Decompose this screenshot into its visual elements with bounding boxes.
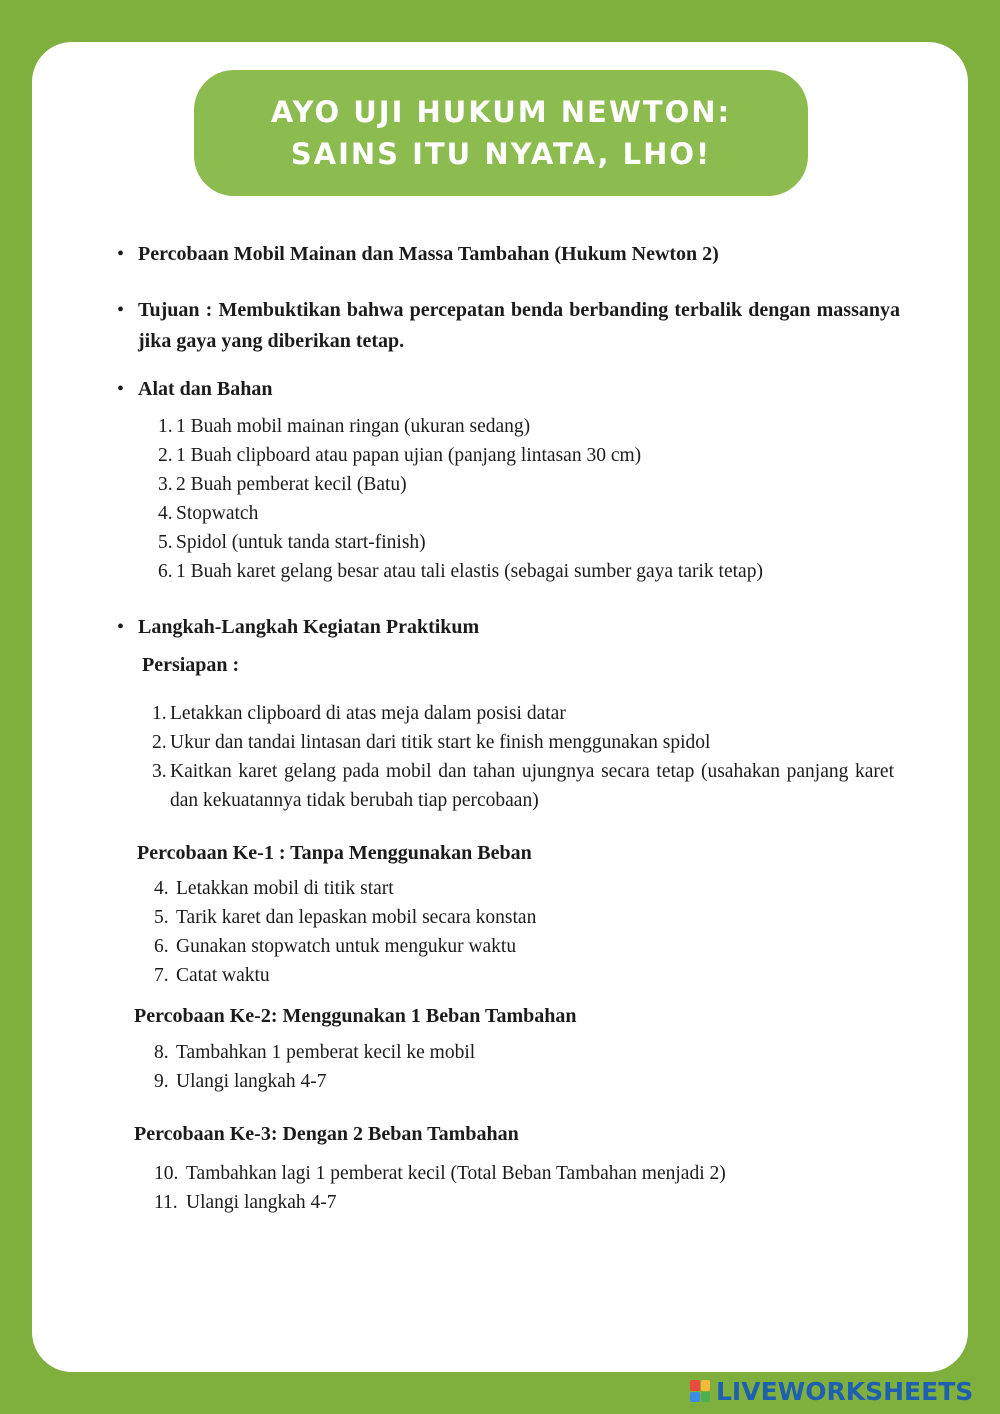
- materials-list: [158, 412, 763, 586]
- trial-3-list: [154, 1159, 726, 1217]
- logo-square: [690, 1392, 700, 1403]
- trial-3-heading: Percobaan Ke-3: Dengan 2 Beban Tambahan: [134, 1123, 519, 1145]
- page-title: AYO UJI HUKUM NEWTON: SAINS ITU NYATA, LHO!: [270, 95, 732, 171]
- list-item: 3. Kaitkan karet gelang pada mobil dan tahan ujungnya secara tetap (usahakan panjang karet dan kekuatannya tidak berubah tiap percobaan): [152, 761, 894, 811]
- trial-2-list: [154, 1038, 475, 1096]
- list-item: 3. 2 Buah pemberat kecil (Batu): [158, 474, 407, 495]
- logo-square: [701, 1392, 711, 1403]
- list-item: 1. 1 Buah mobil mainan ringan (ukuran sedang): [158, 416, 531, 437]
- list-item: 1. Letakkan clipboard di atas meja dalam posisi datar: [152, 703, 566, 724]
- list-item: 4. Letakkan mobil di titik start: [154, 878, 394, 899]
- list-item: 11. Ulangi langkah 4-7: [154, 1192, 337, 1213]
- list-item: 8. Tambahkan 1 pemberat kecil ke mobil: [154, 1042, 476, 1063]
- list-item: 6. 1 Buah karet gelang besar atau tali elastis (sebagai sumber gaya tarik tetap): [158, 561, 763, 582]
- list-item: 2. 1 Buah clipboard atau papan ujian (panjang lintasan 30 cm): [158, 445, 642, 466]
- bullet: •: [117, 299, 125, 321]
- liveworksheets-logo[interactable]: [690, 1374, 973, 1408]
- list-item: 4. Stopwatch: [158, 503, 259, 524]
- brand-name: LIVEWORKSHEETS: [716, 1376, 974, 1406]
- list-item: 7. Catat waktu: [154, 965, 270, 986]
- trial-2-heading: Percobaan Ke-2: Menggunakan 1 Beban Tambahan: [134, 1005, 577, 1027]
- steps-heading: Langkah-Langkah Kegiatan Praktikum: [138, 616, 480, 638]
- materials-heading: Alat dan Bahan: [138, 378, 273, 400]
- list-item: 10. Tambahkan lagi 1 pemberat kecil (Total Beban Tambahan menjadi 2): [154, 1163, 726, 1184]
- preparation-heading: Persiapan :: [142, 654, 240, 676]
- experiment-title: Percobaan Mobil Mainan dan Massa Tambahan (Hukum Newton 2): [138, 243, 719, 265]
- logo-square: [701, 1380, 711, 1391]
- bullet: •: [117, 243, 125, 265]
- list-item: 9. Ulangi langkah 4-7: [154, 1071, 327, 1092]
- bullet: •: [117, 616, 125, 638]
- trial-1-list: [154, 874, 536, 990]
- logo-square: [690, 1380, 700, 1391]
- title-banner: [194, 70, 808, 196]
- objective-text: Tujuan : Membuktikan bahwa percepatan benda berbanding terbalik dengan massanya jika gaya yang diberikan tetap.: [138, 299, 900, 352]
- list-item: 5. Tarik karet dan lepaskan mobil secara konstan: [154, 907, 537, 928]
- list-item: 6. Gunakan stopwatch untuk mengukur waktu: [154, 936, 517, 957]
- list-item: 5. Spidol (untuk tanda start-finish): [158, 532, 426, 553]
- preparation-list: [152, 699, 894, 815]
- bullet: •: [117, 378, 125, 400]
- trial-1-heading: Percobaan Ke-1 : Tanpa Menggunakan Beban: [137, 842, 532, 864]
- liveworksheets-logo-icon: [690, 1380, 710, 1402]
- list-item: 2. Ukur dan tandai lintasan dari titik start ke finish menggunakan spidol: [152, 732, 711, 753]
